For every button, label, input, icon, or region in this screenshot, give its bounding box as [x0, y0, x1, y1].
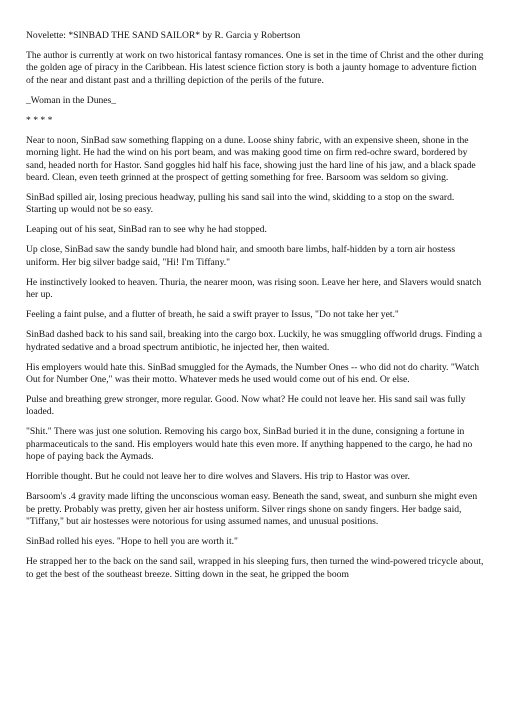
body-paragraph: "Shit." There was just one solution. Removing his cargo box, SinBad buried it in the dune, consigning a fortune in pharmaceuticals to the sand. His employers would hate this even more. If anything happened to the cargo, he had no hope of paying back the Aymads.: [26, 426, 473, 463]
body-paragraph: Up close, SinBad saw the sandy bundle had blond hair, and smooth bare limbs, half-hidden by a torn air hostess uniform. Her big silver badge said, "Hi! I'm Tiffany.": [26, 244, 456, 268]
body-paragraph: His employers would hate this. SinBad smuggled for the Aymads, the Number Ones -- who did not do charity. "Watch Out for Number One," was their motto. Whatever meds he used would come out of his end. Or else.: [26, 361, 480, 386]
body-paragraph: He strapped her to the back on the sand sail, wrapped in his sleeping furs, then turned the wind-powered tricycle about, to get the best of the southeast breeze. Sitting down in the seat, he gripped the boom: [26, 556, 484, 580]
body-paragraph: Near to noon, SinBad saw something flapping on a dune. Loose shiny fabric, with an expensive sheen, shone in the morning light. He had the wind on his port beam, and was making good time on firm red-ochre sward, bordered by sand, headed north for Hastor. Sand goggles hid half his face, showing just the hard line of his jaw, and a black spade beard. Clean, even teeth grinned at the prospect of getting something for free. Barsoom was seldom so giving.: [26, 134, 476, 184]
body-paragraph: Leaping out of his seat, SinBad ran to see why he had stopped.: [26, 224, 267, 236]
story-title-line: Novelette: *SINBAD THE SAND SAILOR* by R. Garcia y Robertson: [26, 30, 301, 41]
body-paragraph: SinBad rolled his eyes. "Hope to hell you are worth it.": [26, 536, 238, 548]
body-paragraph: SinBad dashed back to his sand sail, breaking into the cargo box. Luckily, he was smuggling offworld drugs. Finding a hydrated sedative and a broad spectrum antibiotic, he injected her, then waited.: [26, 329, 482, 353]
body-paragraph: He instinctively looked to heaven. Thuria, the nearer moon, was rising soon. Leave her here, and Slavers would snatch her up.: [26, 276, 482, 301]
section-break: * * * *: [26, 114, 53, 126]
body-paragraph: SinBad spilled air, losing precious headway, pulling his sand sail into the wind, skidding to a stop on the sward. Starting up would not be so easy.: [26, 192, 455, 216]
author-intro-paragraph: The author is currently at work on two historical fantasy romances. One is set in the time of Christ and the other during the golden age of piracy in the Caribbean. His latest science fiction story is both a jaunty homage to adventure fiction of the near and distant past and a thrilling depiction of the perils of the future.: [26, 50, 484, 86]
body-paragraph: Feeling a faint pulse, and a flutter of breath, he said a swift prayer to Issus, "Do not take her yet.": [26, 309, 399, 321]
body-paragraph: Horrible thought. But he could not leave her to dire wolves and Slavers. His trip to Hastor was over.: [26, 471, 410, 483]
body-paragraph: Pulse and breathing grew stronger, more regular. Good. Now what? He could not leave her. His sand sail was fully loaded.: [26, 394, 466, 418]
body-paragraph: Barsoom's .4 gravity made lifting the unconscious woman easy. Beneath the sand, sweat, and sunburn she might even be pretty. Probably was pretty, given her air hostess uniform. Silver rings shone on sandy fingers. Her badge said, "Tiffany," but air hostesses were notorious for using assumed names, and unusual positions.: [26, 491, 478, 528]
chapter-heading: _Woman in the Dunes_: [26, 94, 117, 106]
